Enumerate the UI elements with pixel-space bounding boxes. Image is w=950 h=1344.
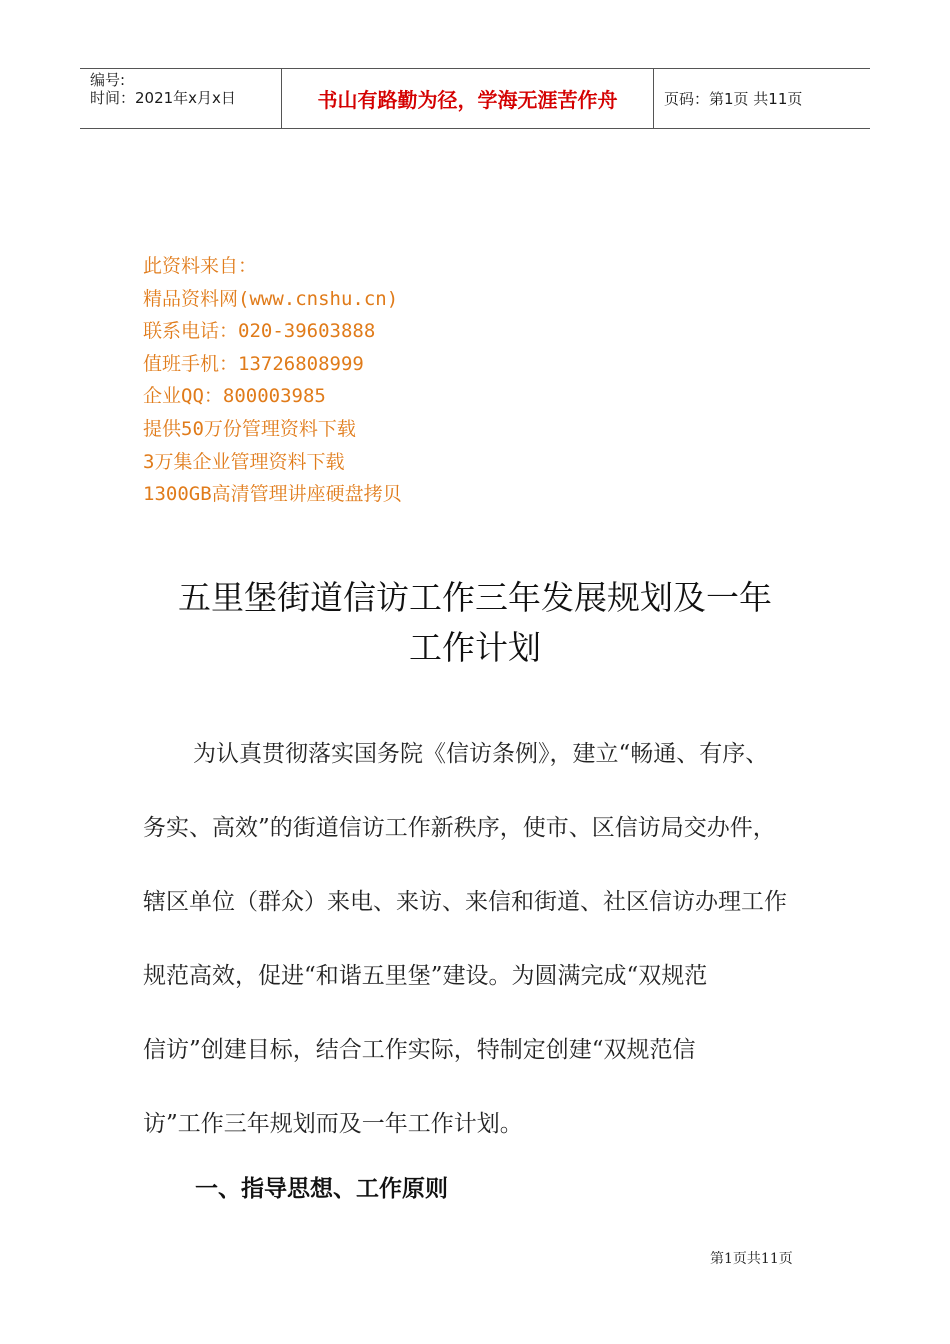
paragraph-line: 辖区单位（群众）来电、来访、来信和街道、社区信访办理工作 xyxy=(143,889,787,915)
header-motto-cell xyxy=(282,69,654,128)
document-title-line2: 工作计划 xyxy=(409,628,541,667)
document-title-line1: 五里堡街道信访工作三年发展规划及一年 xyxy=(178,578,772,617)
source-line: 提供50万份管理资料下载 xyxy=(143,417,356,440)
source-line: 3万集企业管理资料下载 xyxy=(143,450,345,473)
paragraph-line: 访”工作三年规划而及一年工作计划。 xyxy=(143,1111,523,1137)
section-heading: 一、指导思想、工作原则 xyxy=(195,1176,448,1202)
source-line: 此资料来自： xyxy=(143,255,258,277)
paragraph-line: 为认真贯彻落实国务院《信访条例》，建立“畅通、有序、 xyxy=(193,741,769,767)
header-page-cell xyxy=(654,69,870,128)
source-line: 联系电话：020-39603888 xyxy=(143,320,376,343)
motto-text: 书山有路勤为径，学海无涯苦作舟 xyxy=(317,88,618,112)
intro-paragraph xyxy=(143,732,823,1176)
paragraph-line: 信访”创建目标，结合工作实际，特制定创建“双规范信 xyxy=(143,1037,696,1063)
paragraph-line: 规范高效，促进“和谐五里堡”建设。为圆满完成“双规范 xyxy=(143,963,708,989)
source-line: 企业QQ：800003985 xyxy=(143,385,326,408)
source-line: 值班手机：13726808999 xyxy=(143,352,364,375)
time-label: 时间：2021年x月x日 xyxy=(90,89,236,107)
paragraph-line: 务实、高效”的街道信访工作新秩序，使市、区信访局交办件， xyxy=(143,815,776,841)
header-table xyxy=(80,68,870,129)
page-label: 页码：第1页 共11页 xyxy=(664,90,803,108)
source-line: 1300GB高清管理讲座硬盘拷贝 xyxy=(143,483,402,506)
source-line: 精品资料网(www.cnshu.cn) xyxy=(143,287,399,310)
header-meta-cell xyxy=(80,69,282,128)
page-footer: 第1页共11页 xyxy=(710,1251,793,1267)
code-label: 编号: xyxy=(90,71,126,89)
source-info-block xyxy=(143,250,402,511)
